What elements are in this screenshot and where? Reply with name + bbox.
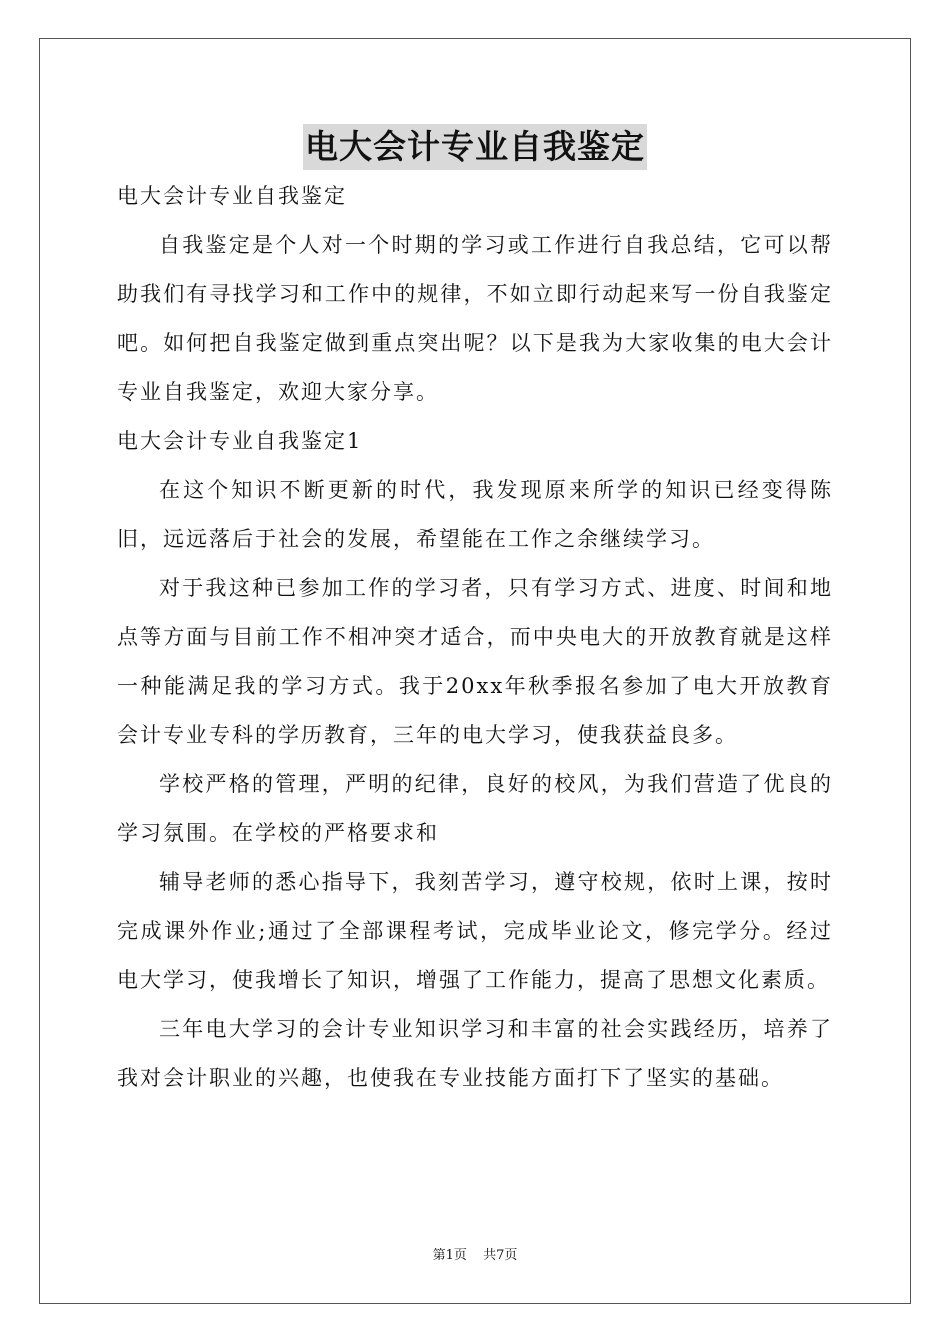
document-body <box>117 172 833 1103</box>
title-container <box>0 124 950 170</box>
body-paragraph: 对于我这种已参加工作的学习者，只有学习方式、进度、时间和地点等方面与目前工作不相冲突才适合，而中央电大的开放教育就是这样一种能满足我的学习方式。我于20xx年秋季报名参加了电大开放教育会计专业专科的学历教育，三年的电大学习，使我获益良多。 <box>117 576 833 747</box>
body-paragraph: 学校严格的管理，严明的纪律，良好的校风，为我们营造了优良的学习氛围。在学校的严格要求和 <box>117 772 833 845</box>
body-paragraph: 三年电大学习的会计专业知识学习和丰富的社会实践经历，培养了我对会计职业的兴趣，也使我在专业技能方面打下了坚实的基础。 <box>117 1017 833 1090</box>
intro-paragraph: 自我鉴定是个人对一个时期的学习或工作进行自我总结，它可以帮助我们有寻找学习和工作中的规律，不如立即行动起来写一份自我鉴定吧。如何把自我鉴定做到重点突出呢？以下是我为大家收集的电大会计专业自我鉴定，欢迎大家分享。 <box>117 233 833 404</box>
page-number: 第1页 <box>432 1248 467 1263</box>
body-paragraph: 在这个知识不断更新的时代，我发现原来所学的知识已经变得陈旧，远远落后于社会的发展，希望能在工作之余继续学习。 <box>117 478 833 551</box>
page-total: 共7页 <box>483 1248 518 1263</box>
section-heading: 电大会计专业自我鉴定1 <box>117 429 363 453</box>
body-paragraph: 辅导老师的悉心指导下，我刻苦学习，遵守校规，依时上课，按时完成课外作业;通过了全部课程考试，完成毕业论文，修完学分。经过电大学习，使我增长了知识，增强了工作能力，提高了思想文化素质。 <box>117 870 833 992</box>
document-title: 电大会计专业自我鉴定 <box>303 124 647 170</box>
document-subtitle: 电大会计专业自我鉴定 <box>117 184 347 208</box>
page-footer <box>0 1247 950 1265</box>
